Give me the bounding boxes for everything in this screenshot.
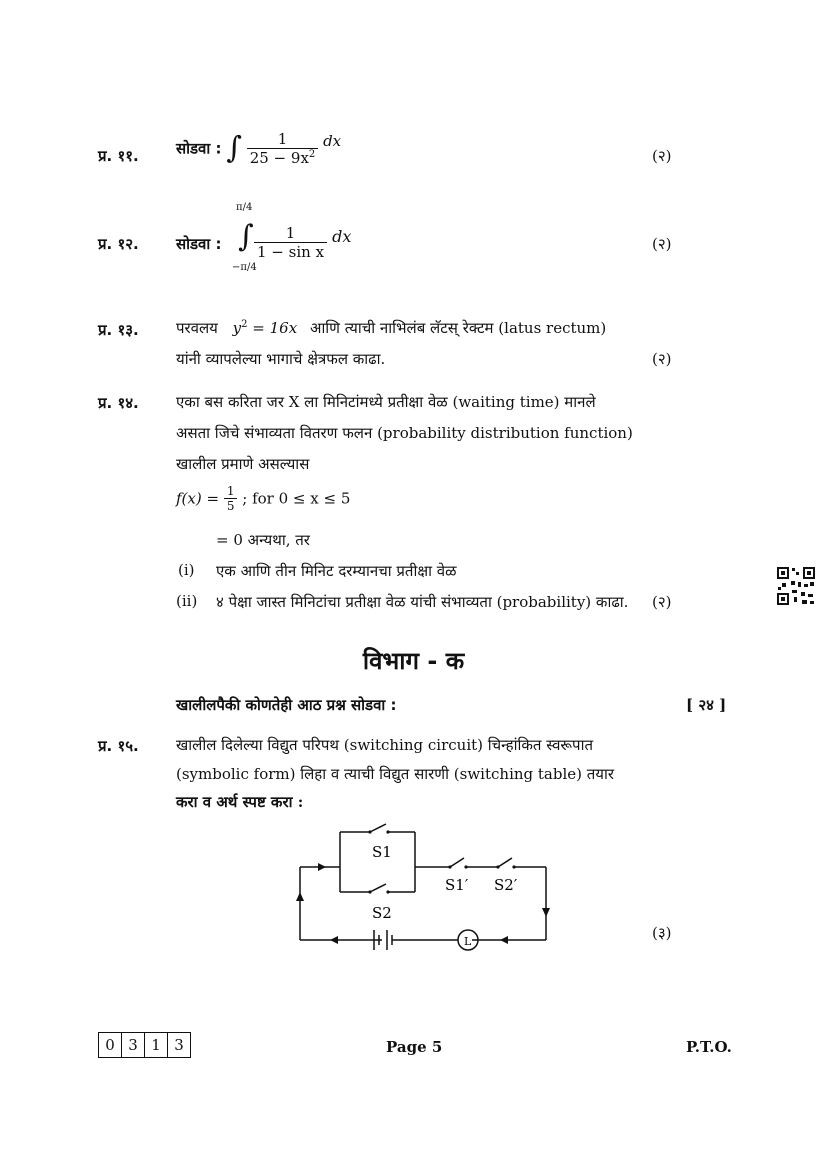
marks-12: (२) — [652, 235, 672, 253]
question-15-line-1: खालील दिलेल्या विद्युत परिपथ (switching circuit) चिन्हांकित स्वरूपात — [176, 736, 594, 754]
marks-11: (२) — [652, 147, 672, 165]
question-15-line-2: (symbolic form) लिहा व त्याची विद्युत सारणी (switching table) तयार — [176, 765, 615, 783]
sub-question-i-text: एक आणि तीन मिनिट दरम्यानचा प्रतीक्षा वेळ — [216, 562, 457, 580]
pdf-definition: f(x) = $\frac{1}{5}$ ; for 0 ≤ x ≤ 5 — [176, 484, 351, 513]
question-13-line-1: परवलय $y^2 = 16x$ आणि त्याची नाभिलंब लॅटस् रेक्टम (latus rectum) — [176, 319, 607, 337]
integrand-fraction — [247, 130, 319, 167]
switching-circuit-diagram — [290, 822, 560, 952]
numerator: 1 — [285, 224, 296, 242]
marks-14: (२) — [652, 593, 672, 611]
code-digit: 3 — [122, 1033, 145, 1057]
integral-sign: ∫ — [226, 130, 242, 166]
pto-label: P.T.O. — [686, 1038, 732, 1056]
sub-question-ii-text: ४ पेक्षा जास्त मिनिटांचा प्रतीक्षा वेळ यांची संभाव्यता (probability) काढा. — [216, 593, 629, 611]
question-14-line-2: असता जिचे संभाव्यता वितरण फलन (probability distribution function) — [176, 424, 633, 442]
solve-label: सोडवा : — [176, 139, 222, 158]
page-number: Page 5 — [386, 1038, 443, 1056]
lower-limit: −π/4 — [232, 262, 257, 273]
section-heading: विभाग - क — [362, 647, 465, 675]
integral-sign: ∫ — [238, 219, 254, 254]
sub-question-ii-number: (ii) — [176, 592, 198, 610]
question-number-12: प्र. १२. — [98, 235, 139, 253]
upper-limit: π/4 — [236, 202, 253, 213]
switch-s1-prime-label: S1′ — [445, 876, 469, 894]
numerator: 1 — [277, 130, 288, 148]
denominator: $25 - 9x^2$ — [247, 148, 319, 167]
otherwise-clause: = 0 अन्यथा, तर — [216, 531, 310, 549]
question-number-13: प्र. १३. — [98, 321, 139, 339]
switch-s2-prime-label: S2′ — [494, 876, 518, 894]
question-paper-code — [98, 1032, 191, 1058]
code-digit: 3 — [174, 1036, 184, 1054]
switch-s2-label: S2 — [372, 904, 392, 922]
question-number-11: प्र. ११. — [98, 147, 139, 165]
marks-13: (२) — [652, 350, 672, 368]
solve-label: सोडवा : — [176, 235, 222, 253]
question-14-line-3: खालील प्रमाणे असल्यास — [176, 455, 310, 473]
differential: dx — [332, 227, 352, 246]
section-marks: [ २४ ] — [686, 696, 727, 714]
question-13-line-2: यांनी व्यापलेल्या भागाचे क्षेत्रफल काढा. — [176, 350, 386, 368]
denominator: 1 − sin x — [254, 242, 327, 261]
code-digit: 1 — [145, 1033, 168, 1057]
sub-question-i-number: (i) — [178, 561, 195, 579]
switch-s1-label: S1 — [372, 843, 392, 861]
section-instruction: खालीलपैकी कोणतेही आठ प्रश्न सोडवा : — [176, 696, 397, 714]
question-14-line-1: एका बस करिता जर X ला मिनिटांमध्ये प्रतीक्षा वेळ (waiting time) मानले — [176, 393, 596, 411]
integrand-fraction — [254, 224, 351, 261]
question-number-14: प्र. १४. — [98, 394, 139, 412]
marks-15: (३) — [652, 924, 672, 942]
lamp-label: L — [464, 935, 472, 948]
differential: dx — [323, 131, 342, 150]
code-digit: 0 — [99, 1033, 122, 1057]
qr-code-icon — [776, 566, 816, 606]
question-number-15: प्र. १५. — [98, 737, 139, 755]
question-15-line-3: करा व अर्थ स्पष्ट करा : — [176, 793, 304, 811]
question-11-text — [176, 130, 341, 167]
